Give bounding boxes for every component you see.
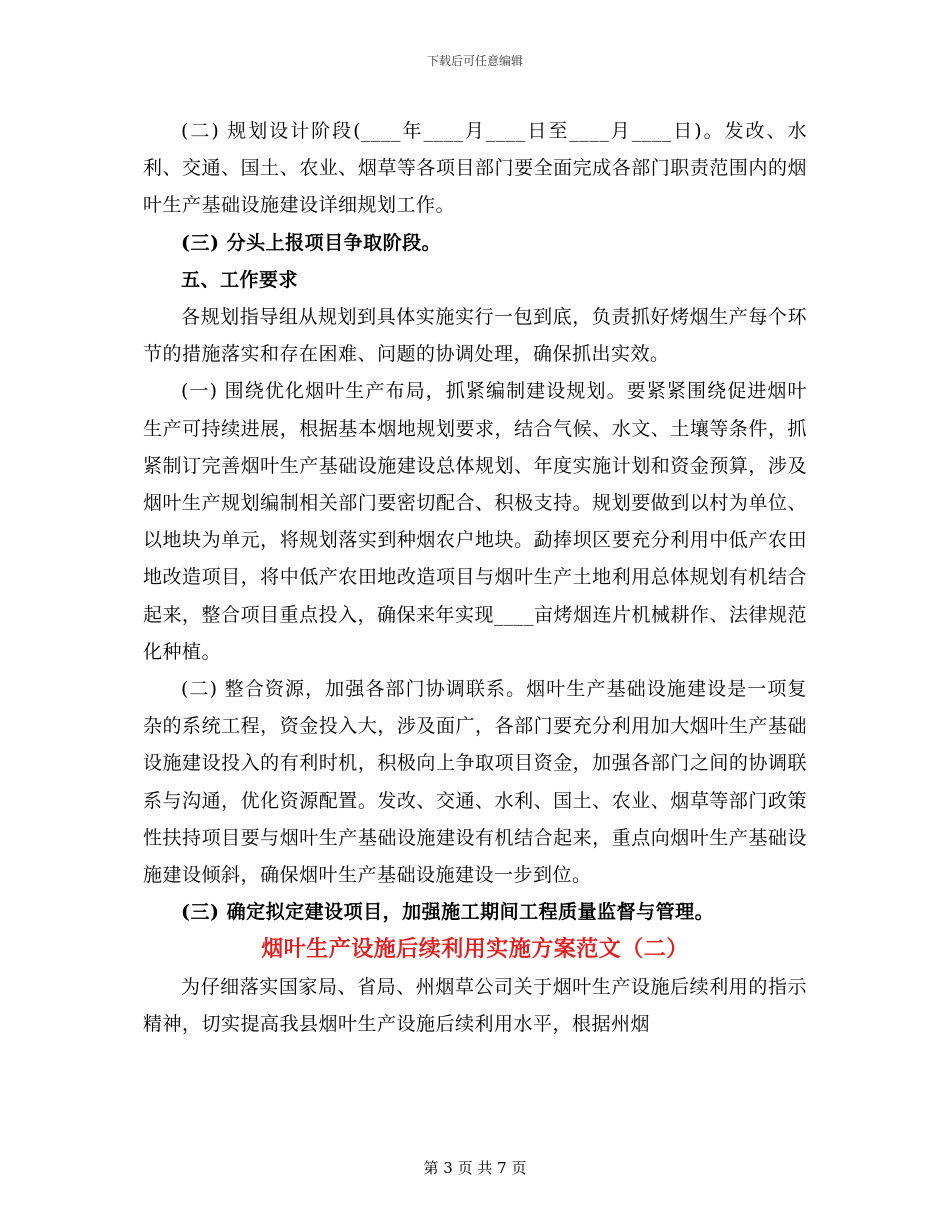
page-number: 第 3 页 共 7 页 [423, 1159, 527, 1177]
paragraph: (一) 围绕优化烟叶生产布局，抓紧编制建设规划。要紧紧围绕促进烟叶生产可持续进展，根据基本烟地规划要求，结合气候、水文、土壤等条件，抓紧制订完善烟叶生产基础设施建设总体规划、年度实施计划和资金预算，涉及烟叶生产规划编制相关部门要密切配合、积极支持。规划要做到以村为单位、以地块为单元，将规划落实到种烟农户地块。勐捧坝区要充分利用中低产农田地改造项目，将中低产农田地改造项目与烟叶生产土地利用总体规划有机结合起来，整合项目重点投入，确保来年实现____亩烤烟连片机械耕作、法律规范化种植。 [143, 380, 808, 663]
subheading: (三) 确定拟定建设项目，加强施工期间工程质量监督与管理。 [181, 901, 715, 924]
paragraph: (二) 整合资源，加强各部门协调联系。烟叶生产基础设施建设是一项复杂的系统工程，资金投入大，涉及面广，各部门要充分利用加大烟叶生产基础设施建设投入的有利时机，积极向上争取项目资金，加强各部门之间的协调联系与沟通，优化资源配置。发改、交通、水利、国土、农业、烟草等部门政策性扶持项目要与烟叶生产基础设施建设有机结合起来，重点向烟叶生产基础设施建设倾斜，确保烟叶生产基础设施建设一步到位。 [143, 678, 807, 887]
paragraph: 为仔细落实国家局、省局、州烟草公司关于烟叶生产设施后续利用的指示精神，切实提高我县烟叶生产设施后续利用水平，根据州烟 [143, 975, 807, 1035]
header-note: 下载后可任意编辑 [426, 54, 523, 68]
paragraph: (二) 规划设计阶段(____年____月____日至____月____日)。发改、水利、交通、国土、农业、烟草等各项目部门要全面完成各部门职责范围内的烟叶生产基础设施建设详细规划工作。 [143, 120, 807, 217]
section-title: 烟叶生产设施后续利用实施方案范文（二） [261, 936, 689, 963]
subheading: (三) 分头上报项目争取阶段。 [181, 231, 442, 254]
document-body [143, 113, 807, 1043]
section-heading: 五、工作要求 [181, 268, 299, 291]
paragraph: 各规划指导组从规划到具体实施实行一包到底，负责抓好烤烟生产每个环节的措施落实和存在困难、问题的协调处理，确保抓出实效。 [143, 306, 807, 366]
